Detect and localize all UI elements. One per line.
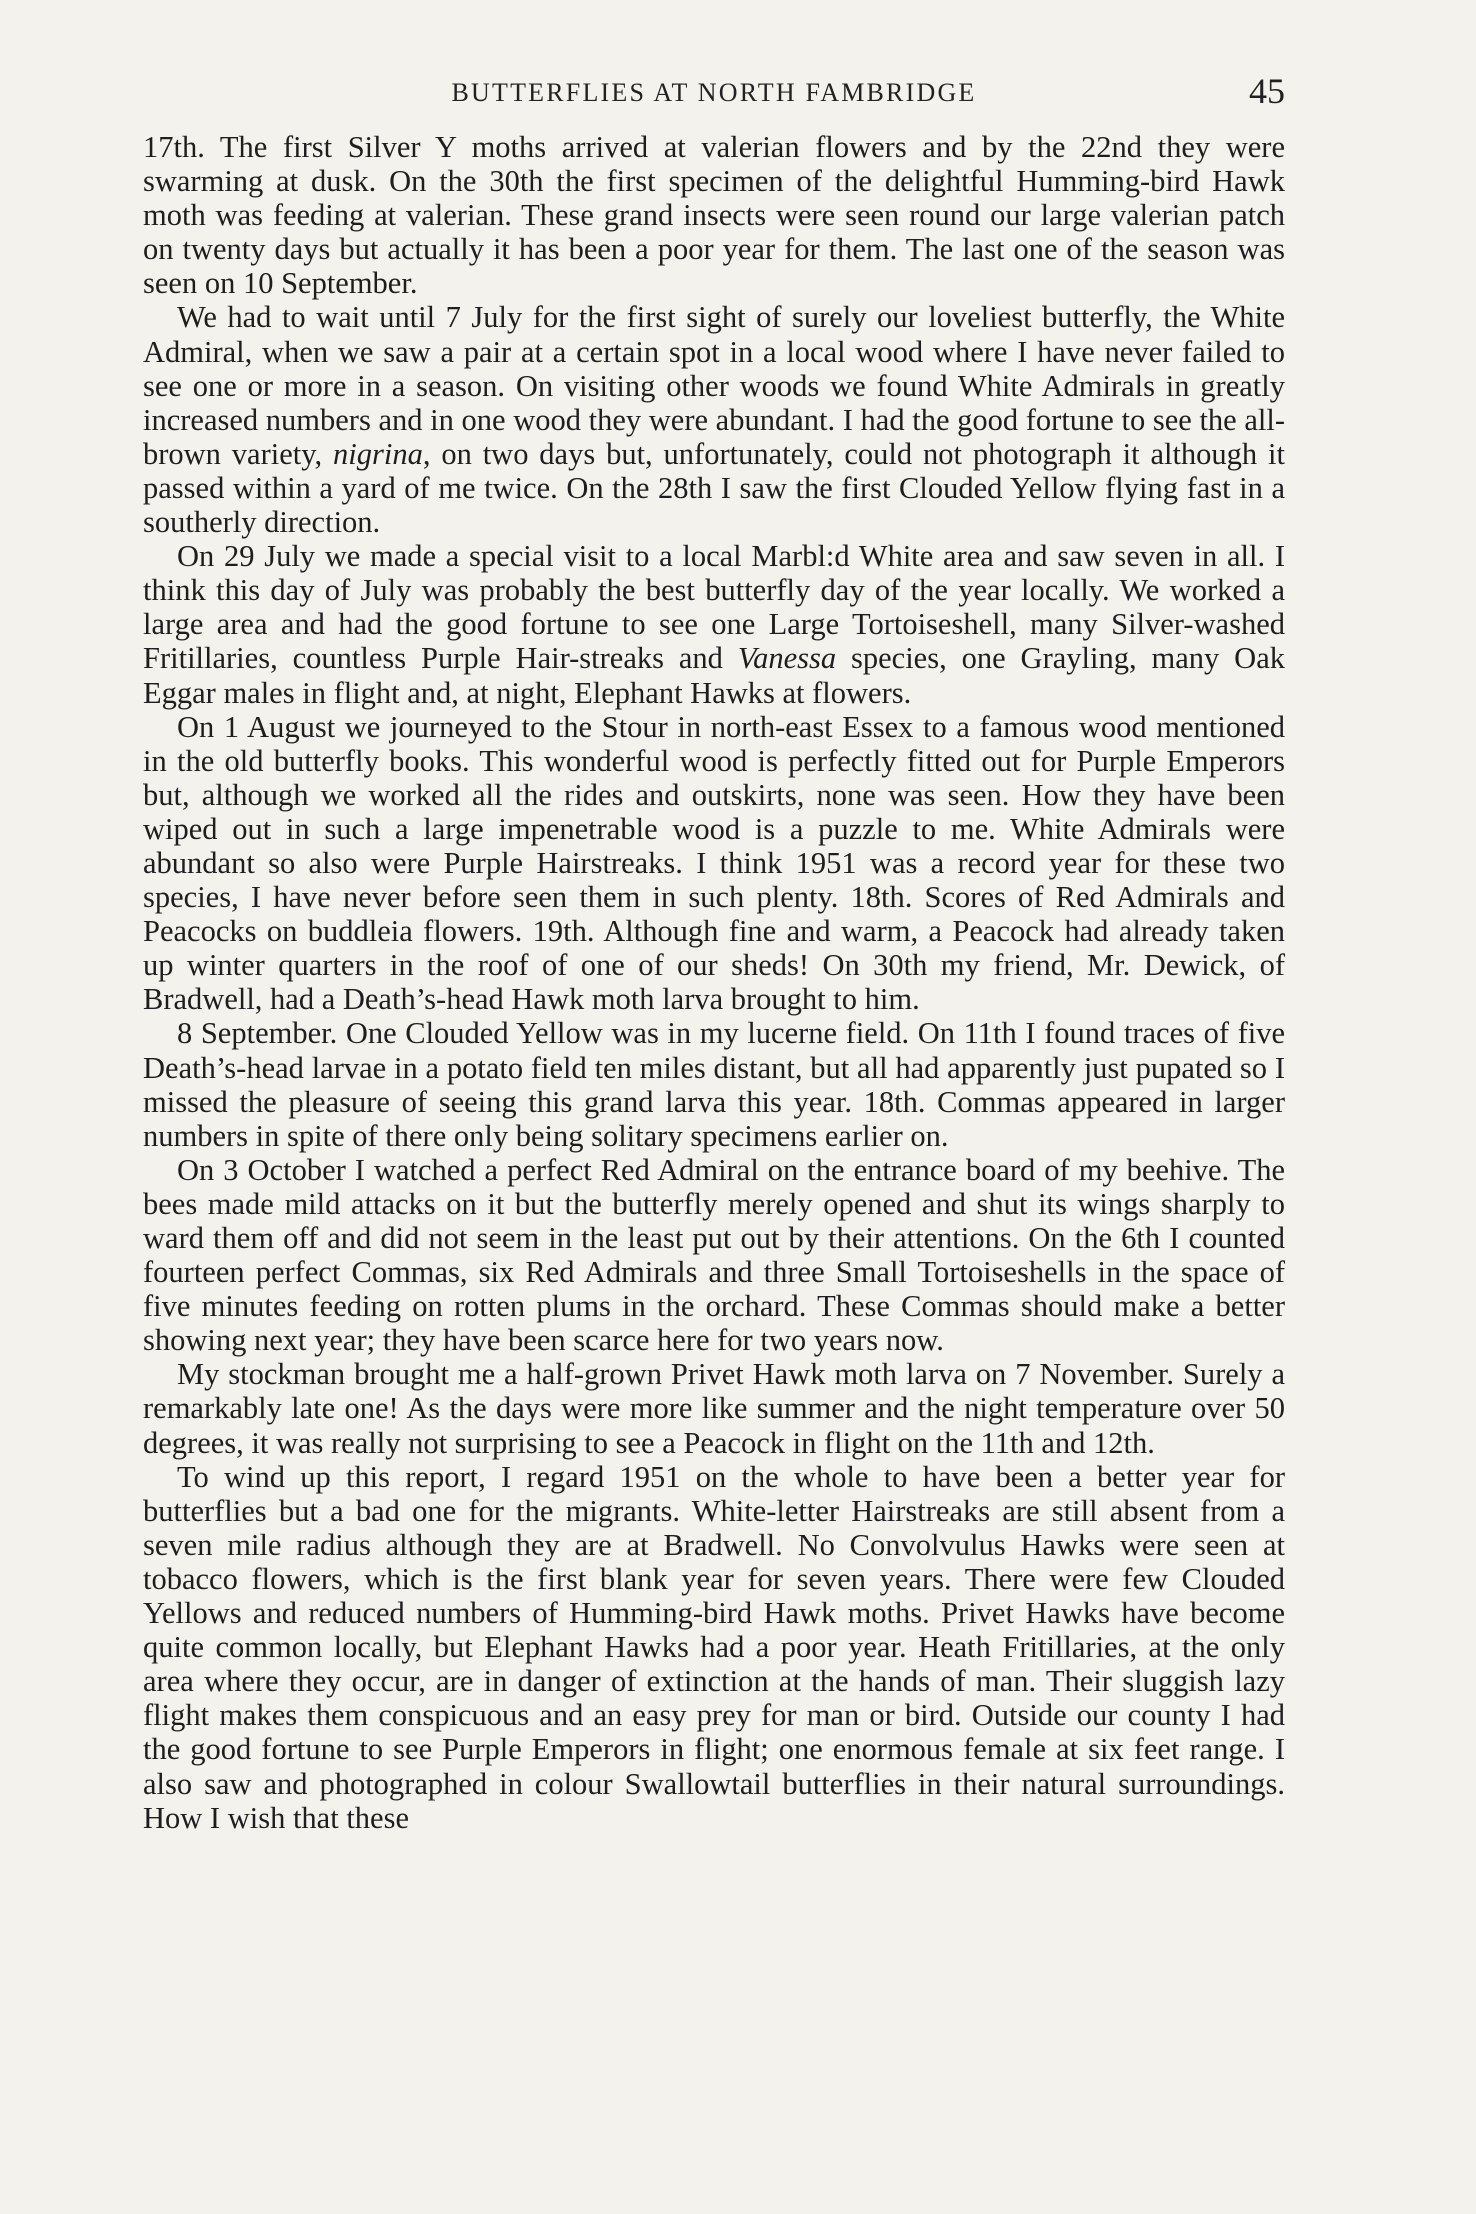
italic-text-run: nigrina (333, 436, 423, 471)
text-run: , on two days but, unfortunately, could not photograph it although it passed within a yard of me twice. On the 28th I saw the first Clouded Yellow flying fast in a southerly direction. (143, 436, 1285, 540)
text-run: My stockman brought me a half-grown Privet Hawk moth larva on 7 November. Surely a remarkably late one! As the days were more like summer and the night temperature over 50 degrees, it was really not surprising to see a Peacock in flight on the 11th and 12th. (143, 1357, 1285, 1460)
paragraph (143, 300, 1285, 539)
paragraph (143, 130, 1285, 300)
paragraph (143, 1460, 1285, 1835)
text-run: We had to wait until 7 July for the first sight of surely our loveliest butterfly, the White Admiral, when we saw a pair at a certain spot in a local wood where I have never failed to see one or more in a season. On visiting other woods we found White Admirals in greatly increased numbers and in one wood they were abundant. I had the good fortune to see the all-brown variety, (143, 300, 1285, 471)
paragraph (143, 1016, 1285, 1152)
text-run: On 1 August we journeyed to the Stour in north-east Essex to a famous wood mentioned in the old butterfly books. This wonderful wood is perfectly fitted out for Purple Emperors but, although we worked all the rides and outskirts, none was seen. How they have been wiped out in such a large impenetrable wood is a puzzle to me. White Admirals were abundant so also were Purple Hairstreaks. I think 1951 was a record year for these two species, I have never before seen them in such plenty. 18th. Scores of Red Admirals and Peacocks on buddleia flowers. 19th. Although fine and warm, a Peacock had already taken up winter quarters in the roof of one of our sheds! On 30th my friend, Mr. Dewick, of Bradwell, had a Death’s-head Hawk moth larva brought to him. (143, 709, 1285, 1017)
text-run: 8 September. One Clouded Yellow was in my lucerne field. On 11th I found traces of five Death’s-head larvae in a potato field ten miles distant, but all had apparently just pupated so I missed the pleasure of seeing this grand larva this year. 18th. Commas appeared in larger numbers in spite of there only being solitary specimens earlier on. (143, 1016, 1285, 1153)
paragraph (143, 710, 1285, 1017)
page-number: 45 (1249, 71, 1285, 111)
paragraph (143, 539, 1285, 709)
body-text (143, 130, 1285, 1835)
text-run: To wind up this report, I regard 1951 on the whole to have been a better year for butterflies but a bad one for the migrants. White-letter Hairstreaks are still absent from a seven mile radius although they are at Bradwell. No Convolvulus Hawks were seen at tobacco flowers, which is the first blank year for seven years. There were few Clouded Yellows and reduced numbers of Humming-bird Hawk moths. Privet Hawks have become quite common locally, but Elephant Hawks had a poor year. Heath Fritillaries, at the only area where they occur, are in danger of extinction at the hands of man. Their sluggish lazy flight makes them conspicuous and an easy prey for man or bird. Outside our county I had the good fortune to see Purple Emperors in flight; one enormous female at six feet range. I also saw and photographed in colour Swallowtail butterflies in their natural surroundings. How I wish that these (143, 1459, 1285, 1835)
text-run: On 3 October I watched a perfect Red Admiral on the entrance board of my beehive. The bees made mild attacks on it but the butterfly merely opened and shut its wings sharply to ward them off and did not seem in the least put out by their attentions. On the 6th I counted fourteen perfect Commas, six Red Admirals and three Small Tortoiseshells in the space of five minutes feeding on rotten plums in the orchard. These Commas should make a better showing next year; they have been scarce here for two years now. (143, 1152, 1285, 1358)
text-run: On 29 July we made a special visit to a local Marbl:d White area and saw seven in all. I think this day of July was probably the best butterfly day of the year locally. We worked a large area and had the good fortune to see one Large Tortoiseshell, many Silver-washed Fritillaries, countless Purple Hair-streaks and (143, 539, 1285, 676)
paragraph (143, 1357, 1285, 1459)
text-run: 17th. The first Silver Y moths arrived at valerian flowers and by the 22nd they were swarming at dusk. On the 30th the first specimen of the delightful Humming-bird Hawk moth was feeding at valerian. These grand insects were seen round our large valerian patch on twenty days but actually it has been a poor year for them. The last one of the season was seen on 10 September. (143, 130, 1285, 301)
paragraph (143, 1153, 1285, 1358)
running-head (143, 70, 1285, 114)
italic-text-run: Vanessa (737, 641, 837, 676)
text-run: species, one Grayling, many Oak Eggar males in flight and, at night, Elephant Hawks at flowers. (143, 641, 1285, 710)
running-title: BUTTERFLIES AT NORTH FAMBRIDGE (451, 78, 977, 107)
